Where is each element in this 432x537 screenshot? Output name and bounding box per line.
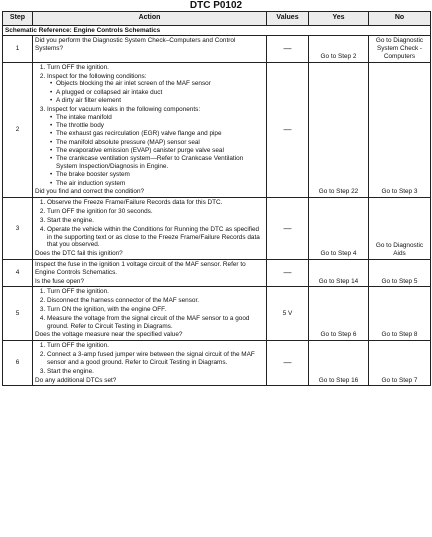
- diagnostic-table: [2, 11, 431, 386]
- condition-item: • A plugged or collapsed air intake duct: [56, 89, 264, 97]
- action-item: 3. Start the engine.: [47, 217, 264, 225]
- component-item: • The crankcase ventilation system—Refer to Crankcase Ventilation System Inspection/Diagnosis in Engine.: [56, 155, 264, 171]
- component-item: • The brake booster system: [56, 171, 264, 179]
- values-cell: —: [267, 36, 309, 62]
- action-item: [47, 106, 264, 188]
- no-cell: Go to Diagnostic Aids: [369, 198, 431, 260]
- values-cell: —: [267, 198, 309, 260]
- schematic-reference: Schematic Reference: Engine Controls Schematics: [3, 25, 431, 36]
- action-item: 4. Operate the vehicle within the Conditions for Running the DTC as specified in the supporting text or as close to the Freeze Frame/Failure Records data that you observed.: [47, 226, 264, 249]
- action-item-text: Inspect for the following conditions:: [47, 72, 147, 80]
- header-yes: Yes: [309, 12, 369, 26]
- components-list: [47, 114, 264, 188]
- component-item: • The air induction system: [56, 180, 264, 188]
- table-row: [3, 287, 431, 341]
- action-list: [35, 199, 264, 249]
- no-cell: Go to Step 8: [369, 287, 431, 341]
- question-text: Is the fuse open?: [35, 277, 85, 285]
- page-title: DTC P0102: [189, 0, 243, 11]
- step-number: 2: [3, 62, 33, 198]
- action-item: 4. Measure the voltage from the signal circuit of the MAF sensor to a good ground. Refer to Circuit Testing in Diagrams.: [47, 315, 264, 331]
- component-item: • The intake manifold: [56, 114, 264, 122]
- action-item: 1. Turn OFF the ignition.: [47, 64, 264, 72]
- no-cell: Go to Step 5: [369, 259, 431, 286]
- table-row: [3, 62, 431, 198]
- header-action: Action: [33, 12, 267, 26]
- step-number: 5: [3, 287, 33, 341]
- action-cell: [33, 287, 267, 341]
- no-cell: Go to Step 3: [369, 62, 431, 198]
- component-item: • The throttle body: [56, 122, 264, 130]
- table-row: [3, 198, 431, 260]
- condition-item: • Objects blocking the air inlet screen of the MAF sensor: [56, 80, 264, 88]
- action-list: [35, 288, 264, 330]
- yes-cell: Go to Step 4: [309, 198, 369, 260]
- action-cell: [33, 62, 267, 198]
- action-item: 3. Turn ON the ignition, with the engine OFF.: [47, 306, 264, 314]
- question-text: Does the voltage measure near the specified value?: [35, 331, 183, 339]
- action-text: Did you perform the Diagnostic System Check–Computers and Control Systems?: [35, 37, 236, 53]
- table-header-row: [3, 12, 431, 26]
- action-list: [35, 342, 264, 375]
- conditions-list: [47, 80, 264, 104]
- component-item: • The manifold absolute pressure (MAP) sensor seal: [56, 139, 264, 147]
- component-item: • The exhaust gas recirculation (EGR) valve flange and pipe: [56, 130, 264, 138]
- action-item: 1. Turn OFF the ignition.: [47, 288, 264, 296]
- action-item: 1. Observe the Freeze Frame/Failure Records data for this DTC.: [47, 199, 264, 207]
- action-item: 2. Connect a 3-amp fused jumper wire between the signal circuit of the MAF sensor and a good ground. Refer to Circuit Testing in Diagrams.: [47, 351, 264, 367]
- action-item: 1. Turn OFF the ignition.: [47, 342, 264, 350]
- table-row: [3, 341, 431, 386]
- component-item: • The evaporative emission (EVAP) canister purge valve seal: [56, 147, 264, 155]
- values-cell: —: [267, 62, 309, 198]
- action-cell: [33, 259, 267, 286]
- yes-cell: Go to Step 22: [309, 62, 369, 198]
- action-cell: [33, 198, 267, 260]
- step-number: 1: [3, 36, 33, 62]
- action-item: 3. Start the engine.: [47, 368, 264, 376]
- no-cell: Go to Diagnostic System Check - Computers: [369, 36, 431, 62]
- yes-cell: Go to Step 2: [309, 36, 369, 62]
- no-cell: Go to Step 7: [369, 341, 431, 386]
- action-item-text: Inspect for vacuum leaks in the following components:: [47, 105, 201, 113]
- yes-cell: Go to Step 16: [309, 341, 369, 386]
- header-no: No: [369, 12, 431, 26]
- action-cell: [33, 341, 267, 386]
- action-list: [35, 64, 264, 188]
- values-cell: —: [267, 259, 309, 286]
- header-step: Step: [3, 12, 33, 26]
- yes-cell: Go to Step 14: [309, 259, 369, 286]
- action-item: 2. Disconnect the harness connector of the MAF sensor.: [47, 297, 264, 305]
- step-number: 4: [3, 259, 33, 286]
- step-number: 6: [3, 341, 33, 386]
- header-values: Values: [267, 12, 309, 26]
- action-item: 2. Turn OFF the ignition for 30 seconds.: [47, 208, 264, 216]
- step-number: 3: [3, 198, 33, 260]
- action-item: [47, 73, 264, 105]
- values-cell: —: [267, 341, 309, 386]
- condition-item: • A dirty air filter element: [56, 97, 264, 105]
- values-cell: 5 V: [267, 287, 309, 341]
- schematic-reference-row: [3, 25, 431, 36]
- table-row: [3, 36, 431, 62]
- question-text: Do any additional DTCs set?: [35, 376, 117, 384]
- yes-cell: Go to Step 6: [309, 287, 369, 341]
- question-text: Did you find and correct the condition?: [35, 188, 145, 196]
- table-row: [3, 259, 431, 286]
- action-text: Inspect the fuse in the ignition 1 voltage circuit of the MAF sensor. Refer to Engine Controls Schematics.: [35, 260, 246, 276]
- question-text: Does the DTC fail this ignition?: [35, 250, 123, 258]
- action-cell: [33, 36, 267, 62]
